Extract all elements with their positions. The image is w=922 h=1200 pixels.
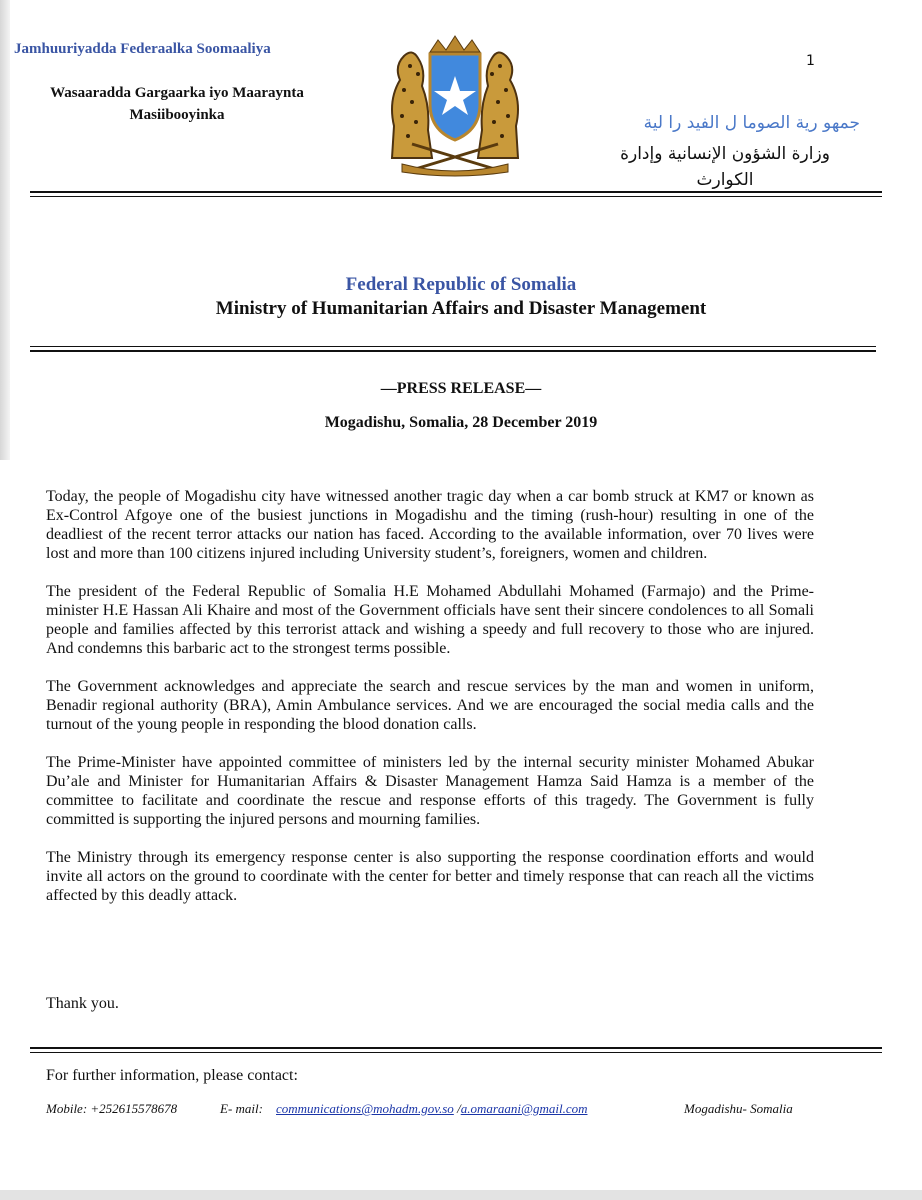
dateline: Mogadishu, Somalia, 28 December 2019 xyxy=(324,414,598,431)
footer-divider-thin xyxy=(30,1052,882,1053)
heading-divider-thick xyxy=(30,350,876,352)
arabic-ministry-name: وزارة الشؤون الإنسانية وإدارة الكوارث xyxy=(620,144,830,190)
paragraph: The Government acknowledges and appreciate the search and rescue services by the man and women in uniform, Benadir regional authority (BRA), Amin Ambulance services. And we are encouraged the social media calls and the turnout of the young people in responding the blood donation calls. xyxy=(46,678,814,733)
heading-divider xyxy=(30,346,876,347)
email-link-primary[interactable]: communications@mohadm.gov.so xyxy=(276,1101,454,1116)
press-release-body xyxy=(46,487,814,924)
page-bottom-edge xyxy=(0,1190,922,1200)
letterhead-divider-thin xyxy=(30,196,882,197)
heading-ministry: Ministry of Humanitarian Affairs and Disaster Management xyxy=(215,298,707,319)
arabic-country-name: جمهو رية الصوما ل الفيد را لية xyxy=(643,113,860,133)
page-number: 1 xyxy=(806,53,815,69)
paragraph: Today, the people of Mogadishu city have witnessed another tragic day when a car bomb struck at KM7 or known as Ex-Control Afgoye one of the busiest junctions in Mogadishu and the timing (rush-hour) resulting in one of the deadliest of the recent terror attacks our nation has faced. According to the available information, over 70 lives were lost and more than 100 citizens injured including University student’s, foreigners, women and children. xyxy=(46,488,814,562)
heading-country: Federal Republic of Somalia xyxy=(345,274,577,295)
somali-ministry-name: Wasaaradda Gargaarka iyo Maaraynta Masiibooyinka xyxy=(50,85,304,123)
contact-location: Mogadishu- Somalia xyxy=(684,1101,793,1116)
contact-email-group xyxy=(276,1101,587,1117)
email-link-secondary[interactable]: a.omaraani@gmail.com xyxy=(460,1101,588,1116)
paragraph: The president of the Federal Republic of Somalia H.E Mohamed Abdullahi Mohamed (Farmajo) and the Prime-minister H.E Hassan Ali Khaire and most of the Government officials have sent their sincere condolences to all Somali people and families affected by this terrorist attack and wishing a speedy and full recovery to those who are injured. And condemns this barbaric act to the strongest terms possible. xyxy=(46,583,814,657)
contact-label: For further information, please contact: xyxy=(46,1067,298,1084)
closing-thanks: Thank you. xyxy=(46,995,119,1012)
footer-divider xyxy=(30,1047,882,1049)
paragraph: The Prime-Minister have appointed committee of ministers led by the internal security minister Mohamed Abukar Du’ale and Minister for Humanitarian Affairs & Disaster Management Hamza Said Hamza is a member of the committee to facilitate and coordinate the rescue and response efforts of this tragedy. The Government is fully committed is supporting the injured persons and mourning families. xyxy=(46,754,814,828)
paragraph: The Ministry through its emergency response center is also supporting the response coordination efforts and would invite all actors on the ground to coordinate with the center for better and timely response that can reach all the victims affected by this deadly attack. xyxy=(46,849,814,904)
press-release-label: —PRESS RELEASE— xyxy=(380,380,542,397)
contact-email-label: E- mail: xyxy=(220,1101,263,1116)
letterhead-divider xyxy=(30,191,882,193)
email-separator: / xyxy=(453,1101,461,1116)
coat-of-arms-emblem xyxy=(372,30,538,180)
somali-country-name: Jamhuuriyadda Federaalka Soomaaliya xyxy=(14,41,271,57)
contact-mobile: Mobile: +252615578678 xyxy=(46,1101,178,1116)
